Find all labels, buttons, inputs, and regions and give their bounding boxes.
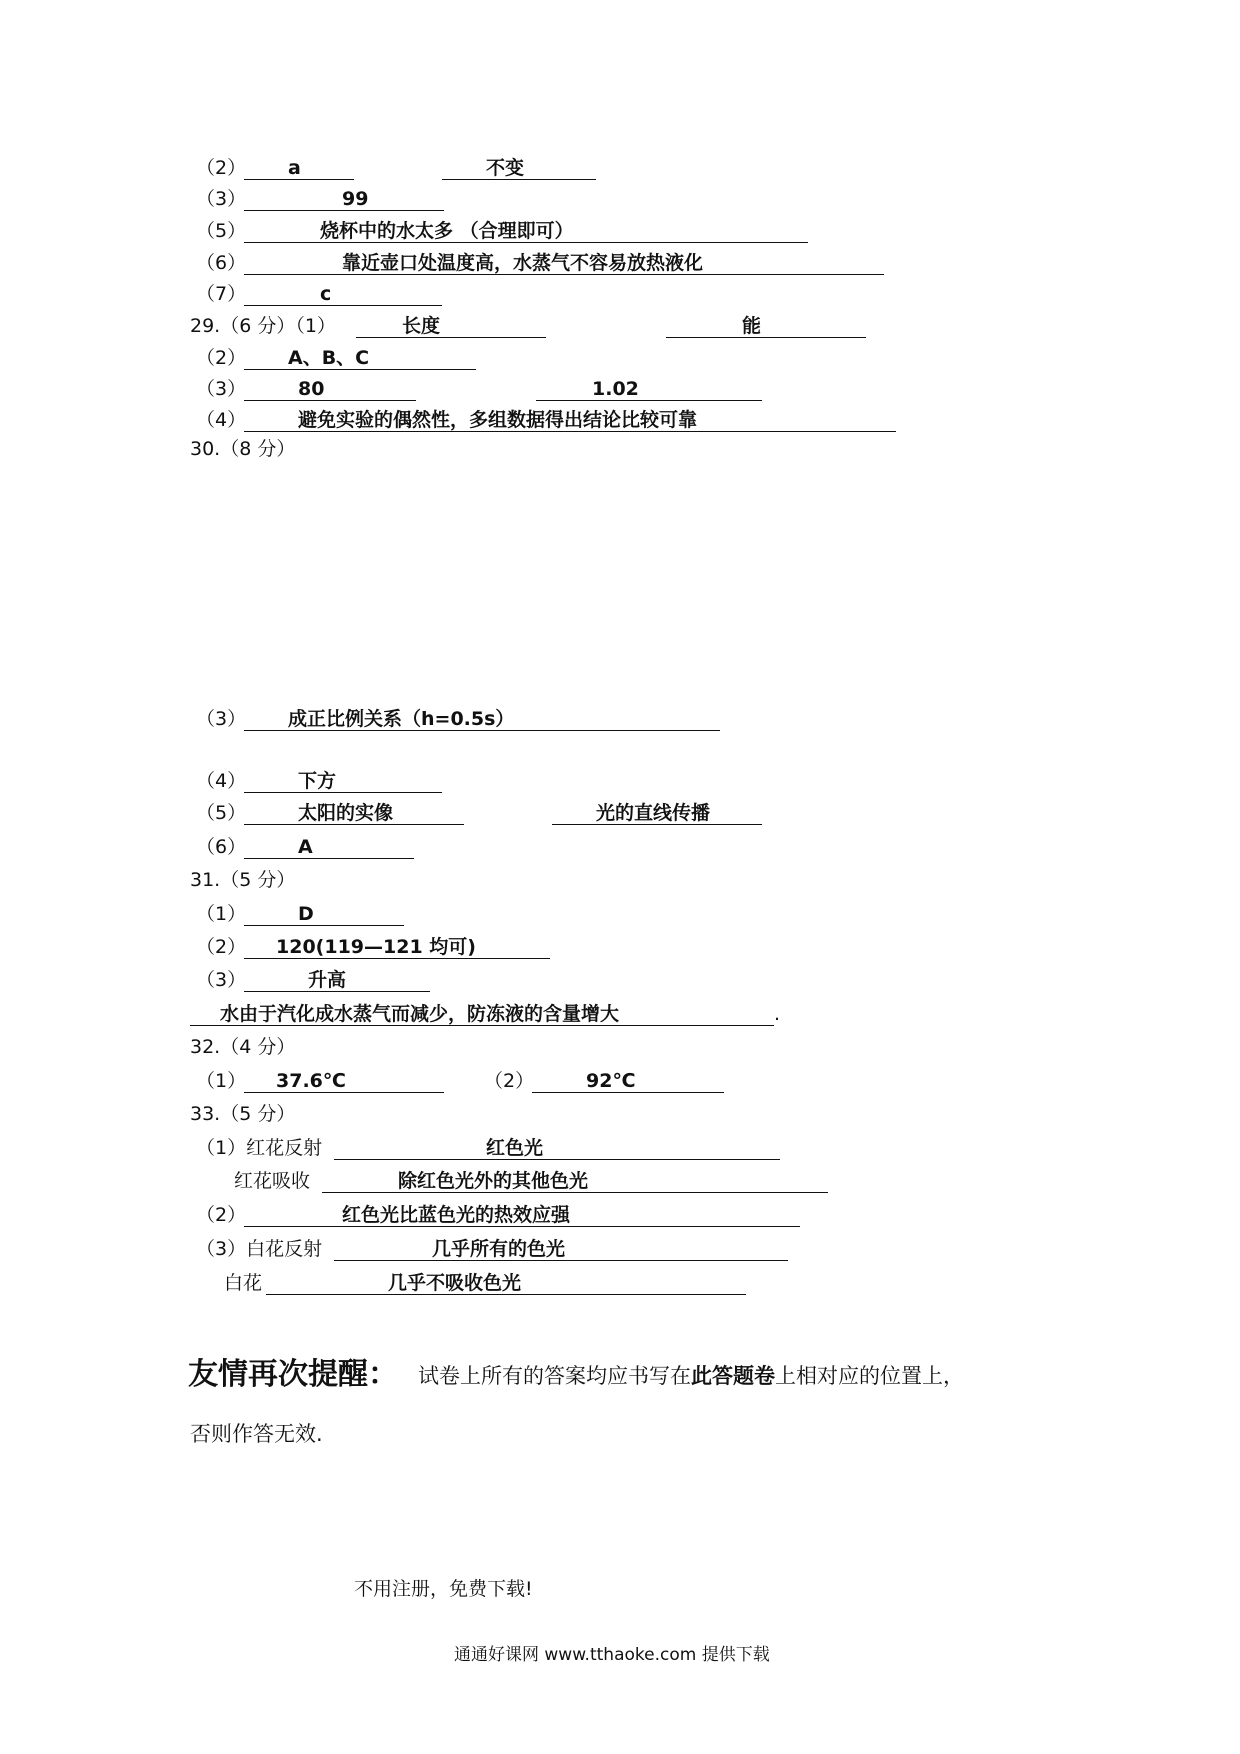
answer-blank (244, 925, 404, 926)
q28-7-answer: c (320, 283, 332, 305)
q32-header: 32.（4 分） (190, 1036, 296, 1058)
footer-source: 通通好课网 www.tthaoke.com 提供下载 (454, 1645, 770, 1665)
q32-2-answer: 92℃ (586, 1070, 636, 1092)
reminder-text (418, 1361, 964, 1391)
q31-2-answer: 120(119—121 均可) (276, 936, 476, 958)
q33-1b-answer: 除红色光外的其他色光 (398, 1170, 589, 1192)
q30-4-answer: 下方 (298, 770, 337, 792)
q32-1-answer: 37.6℃ (276, 1070, 346, 1092)
q28-2-answer-2: 不变 (486, 157, 525, 179)
q30-5-answer-1: 太阳的实像 (298, 802, 394, 824)
reminder-text-2: 上相对应的位置上， (775, 1364, 964, 1388)
q31-header: 31.（5 分） (190, 869, 296, 891)
q33-1-answer: 红色光 (486, 1137, 544, 1159)
q29-2-answer: A、B、C (288, 347, 370, 369)
q30-header: 30.（8 分） (190, 438, 296, 460)
reminder-emphasis: 此答题卷 (691, 1364, 775, 1388)
q29-1-answer-2: 能 (742, 315, 762, 337)
q31-1-number: （1） (196, 903, 247, 925)
q29-3-answer-1: 80 (298, 378, 325, 400)
q29-1-answer-1: 长度 (402, 315, 441, 337)
q33-3b-answer: 几乎不吸收色光 (388, 1272, 522, 1294)
promo-text: 不用注册，免费下载! (354, 1578, 533, 1600)
q28-2-number: （2） (196, 157, 247, 179)
q30-3-answer: 成正比例关系（h=0.5s） (288, 708, 515, 730)
reminder-title: 友情再次提醒： (188, 1357, 398, 1392)
answer-blank (334, 1159, 780, 1160)
q29-4-answer: 避免实验的偶然性，多组数据得出结论比较可靠 (298, 409, 698, 431)
reminder-text-3: 否则作答无效. (190, 1422, 323, 1446)
reminder-text-1: 试卷上所有的答案均应书写在 (418, 1364, 691, 1388)
answer-blank (666, 337, 866, 338)
q33-2-answer: 红色光比蓝色光的热效应强 (342, 1204, 571, 1226)
q31-3-explanation: 水由于汽化成水蒸气而减少，防冻液的含量增大 (220, 1003, 620, 1025)
q30-3-number: （3） (196, 708, 247, 730)
q28-5-answer: 烧杯中的水太多 （合理即可） (320, 220, 574, 242)
answer-blank (244, 305, 442, 306)
answer-blank (244, 400, 416, 401)
q31-3-answer: 升高 (308, 969, 347, 991)
q29-3-number: （3） (196, 378, 247, 400)
answer-blank (536, 400, 762, 401)
answer-blank (356, 337, 546, 338)
q30-4-number: （4） (196, 770, 247, 792)
q31-3-period: . (774, 1003, 781, 1025)
q28-3-answer: 99 (342, 188, 369, 210)
q33-1b-label: 红花吸收 (234, 1170, 311, 1192)
q28-6-answer: 靠近壶口处温度高，水蒸气不容易放热液化 (342, 252, 704, 274)
q32-2-number: （2） (484, 1070, 535, 1092)
q30-6-number: （6） (196, 836, 247, 858)
q28-5-number: （5） (196, 220, 247, 242)
q32-1-number: （1） (196, 1070, 247, 1092)
q29-3-answer-2: 1.02 (592, 378, 639, 400)
answer-blank (244, 792, 442, 793)
q33-1-label: （1）红花反射 (196, 1137, 323, 1159)
q31-2-number: （2） (196, 936, 247, 958)
q33-3b-label: 白花 (224, 1272, 263, 1294)
q29-4-number: （4） (196, 409, 247, 431)
q30-5-answer-2: 光的直线传播 (596, 802, 711, 824)
q29-2-number: （2） (196, 347, 247, 369)
q33-header: 33.（5 分） (190, 1103, 296, 1125)
q29-header: 29.（6 分）（1） (190, 315, 336, 337)
q28-3-number: （3） (196, 188, 247, 210)
q31-3-number: （3） (196, 969, 247, 991)
q33-3-label: （3）白花反射 (196, 1238, 323, 1260)
q30-6-answer: A (298, 836, 313, 858)
q33-2-number: （2） (196, 1204, 247, 1226)
q28-2-answer-1: a (288, 157, 301, 179)
q33-3-answer: 几乎所有的色光 (432, 1238, 566, 1260)
q31-1-answer: D (298, 903, 314, 925)
q28-7-number: （7） (196, 283, 247, 305)
answer-blank (244, 858, 414, 859)
q28-6-number: （6） (196, 252, 247, 274)
q30-5-number: （5） (196, 802, 247, 824)
